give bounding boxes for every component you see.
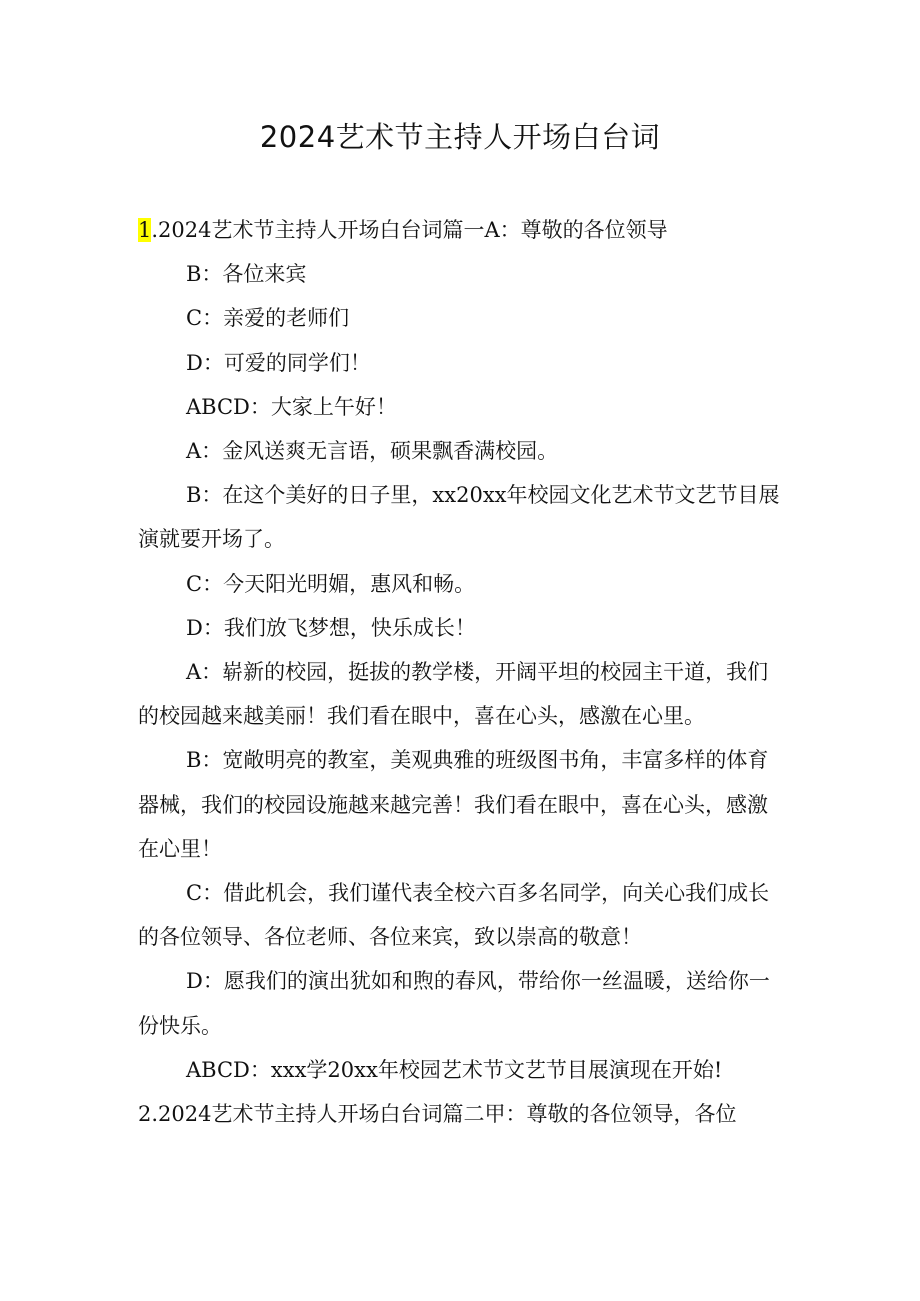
- paragraph-10: A：崭新的校园，挺拔的教学楼，开阔平坦的校园主干道，我们的校园越来越美丽！我们看在眼中，喜在心头，感激在心里。: [138, 660, 769, 729]
- paragraph-12: C：借此机会，我们谨代表全校六百多名同学，向关心我们成长的各位领导、各位老师、各位来宾，致以崇高的敬意！: [138, 881, 770, 950]
- highlighted-number: 1: [138, 218, 152, 242]
- document-title: 2024艺术节主持人开场白台词: [259, 120, 661, 154]
- paragraph-6: A：金风送爽无言语，硕果飘香满校园。: [186, 439, 559, 464]
- paragraph-13: D：愿我们的演出犹如和煦的春风，带给你一丝温暖，送给你一份快乐。: [138, 969, 770, 1038]
- paragraph-11: B：宽敞明亮的教室，美观典雅的班级图书角，丰富多样的体育器械，我们的校园设施越来越完善！我们看在眼中，喜在心头，感激在心里！: [138, 748, 769, 861]
- paragraph-1: [138, 208, 788, 252]
- paragraph-7: B：在这个美好的日子里，xx20xx年校园文化艺术节文艺节目展演就要开场了。: [138, 483, 780, 552]
- document-body: [138, 208, 788, 1136]
- paragraph-9: D：我们放飞梦想，快乐成长！: [186, 615, 476, 640]
- paragraph-15: 2.2024艺术节主持人开场白台词篇二甲：尊敬的各位领导，各位: [138, 1102, 737, 1127]
- paragraph-14: ABCD：xxx学20xx年校园艺术节文艺节目展演现在开始!: [186, 1057, 723, 1082]
- paragraph-8: C：今天阳光明媚，惠风和畅。: [186, 571, 476, 596]
- paragraph-4: D：可爱的同学们！: [186, 350, 371, 375]
- paragraph-2: B：各位来宾: [186, 262, 307, 287]
- paragraph-5: ABCD：大家上午好！: [186, 394, 397, 419]
- paragraph-text: .2024艺术节主持人开场白台词篇一A：尊敬的各位领导: [151, 218, 668, 242]
- paragraph-3: C：亲爱的老师们: [186, 306, 350, 331]
